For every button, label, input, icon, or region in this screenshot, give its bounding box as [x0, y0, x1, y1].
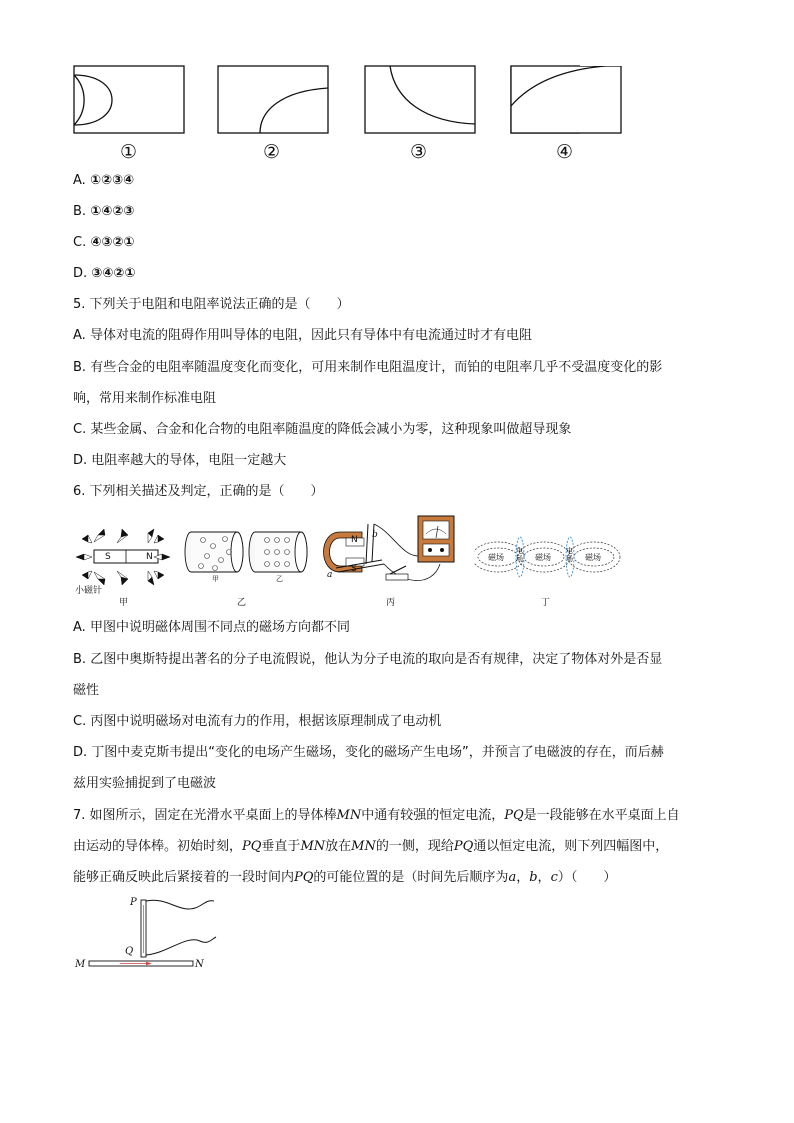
q6-stem: 6. 下列相关描述及判定，正确的是（ ） [73, 484, 324, 499]
option-letter: C. [73, 422, 87, 437]
option-letter: D. [73, 453, 88, 468]
q5-stem: 5. 下列关于电阻和电阻率说法正确的是（ ） [73, 297, 350, 312]
q4-figure-4-frame [510, 66, 624, 136]
option-text: ④③②① [90, 235, 135, 250]
q4-figure-3 [365, 66, 475, 133]
option-letter: B. [73, 360, 87, 375]
var-mn: MN [336, 808, 362, 823]
q6-yi-sub1: 甲 [212, 575, 219, 583]
option-text: 乙图中奥斯特提出著名的分子电流假说，他认为分子电流的取向是否有规律，决定了物体对外是否显 [90, 652, 663, 667]
option-text: 导体对电流的阻碍作用叫导体的电阻，因此只有导体中有电流通过时才有电阻 [89, 328, 532, 343]
var-pq: PQ [242, 839, 262, 854]
option-text: 有些合金的电阻率随温度变化而变化，可用来制作电阻温度计，而铂的电阻率几乎不受温度变化的影 [90, 360, 663, 375]
q5-option-a[interactable] [73, 327, 532, 345]
q6-yi-caption: 乙 [237, 598, 247, 608]
option-letter: A. [73, 620, 86, 635]
q6-yi-sub2: 乙 [276, 575, 283, 583]
var-pq: PQ [453, 839, 474, 854]
q6-bing-b: b [372, 530, 378, 540]
q7-fig-p: P [130, 897, 137, 908]
option-text: 甲图中说明磁体周围不同点的磁场方向都不同 [89, 620, 350, 635]
q6-jia-magnet-s: S [105, 552, 111, 562]
q4-option-b[interactable] [73, 203, 134, 221]
option-letter: D. [73, 745, 88, 760]
option-letter: C. [73, 235, 87, 250]
q6-ding-caption: 丁 [541, 598, 551, 608]
q6-option-b-cont: 磁性 [73, 683, 100, 698]
q6-option-d-cont: 兹用实验捕捉到了电磁波 [73, 776, 217, 791]
option-text: 某些金属、合金和化合物的电阻率随温度的降低会减小为零，这种现象叫做超导现象 [90, 422, 572, 437]
q6-bing-caption: 丙 [386, 598, 396, 608]
q7-fig-n: N [195, 959, 204, 970]
q6-bing-a: a [327, 570, 333, 580]
q4-figure-1 [74, 66, 184, 133]
q6-jia-needle-label: 小磁针 [75, 586, 103, 596]
option-text: ①④②③ [90, 204, 135, 219]
option-text: ③④②① [91, 266, 136, 281]
q6-ding-e2: 电场 [566, 547, 573, 563]
option-text: 丁图中麦克斯韦提出“变化的电场产生磁场，变化的磁场产生电场”，并预言了电磁波的存在，而后赫 [91, 745, 664, 760]
q6-ding-field2: 磁场 [535, 553, 551, 562]
q7-stem-line-1: 7. 如图所示，固定在光滑水平桌面上的导体棒MN中通有较强的恒定电流，PQ是一段能够在水平桌面上自 [73, 808, 680, 823]
q4-figures [60, 58, 580, 142]
q7-stem-line-3: 能够正确反映此后紧接着的一段时间内PQ的可能位置的是（时间先后顺序为a，b，c）（ ） [73, 870, 617, 885]
option-letter: A. [73, 328, 86, 343]
q4-option-d[interactable] [73, 265, 135, 283]
q6-bing-s: S [351, 564, 357, 574]
var-mn: MN [351, 839, 376, 854]
q6-option-d[interactable] [73, 744, 664, 762]
option-letter: B. [73, 204, 87, 219]
option-text: 电阻率越大的导体，电阻一定越大 [91, 453, 287, 468]
q5-option-b-cont: 响，常用来制作标准电阻 [73, 391, 217, 406]
q6-option-b[interactable] [73, 651, 662, 669]
q6-ding-e1: 电场 [516, 547, 523, 563]
q5-option-b[interactable] [73, 359, 662, 377]
q7-fig-m: M [75, 959, 86, 970]
q6-ding-field3: 磁场 [585, 553, 601, 562]
option-letter: C. [73, 714, 87, 729]
q6-ding-field1: 磁场 [488, 553, 504, 562]
q7-stem-line-2: 由运动的导体棒。初始时刻，PQ垂直于MN放在MN的一侧，现给PQ通以恒定电流，则下列四幅图中， [73, 839, 669, 854]
q5-option-d[interactable] [73, 452, 286, 470]
q6-figure-bing [322, 512, 472, 594]
q6-bing-n: N [351, 535, 358, 545]
q7-fig-q: Q [125, 946, 134, 957]
q7-figure [80, 895, 230, 975]
q6-jia-magnet-n: N [146, 552, 153, 562]
option-letter: D. [73, 266, 88, 281]
var-pq: PQ [294, 870, 314, 885]
q6-jia-caption: 甲 [119, 598, 129, 608]
q4-figure-label-1: ① [120, 141, 138, 163]
q6-option-c[interactable] [73, 713, 441, 731]
option-text: 丙图中说明磁场对电流有力的作用，根据该原理制成了电动机 [90, 714, 442, 729]
q4-option-a[interactable] [73, 172, 134, 190]
q5-option-c[interactable] [73, 421, 571, 439]
q6-option-a[interactable] [73, 619, 350, 637]
q4-figure-2 [218, 66, 328, 133]
q4-figure-label-2: ② [263, 141, 281, 163]
q4-figure-label-4: ④ [556, 141, 574, 163]
option-text: ①②③④ [89, 173, 134, 188]
var-pq: PQ [504, 808, 524, 823]
q6-figure-yi [183, 528, 313, 584]
q4-figure-label-3: ③ [410, 141, 428, 163]
option-letter: A. [73, 173, 86, 188]
q4-option-c[interactable] [73, 234, 134, 252]
var-mn: MN [300, 839, 326, 854]
option-letter: B. [73, 652, 87, 667]
